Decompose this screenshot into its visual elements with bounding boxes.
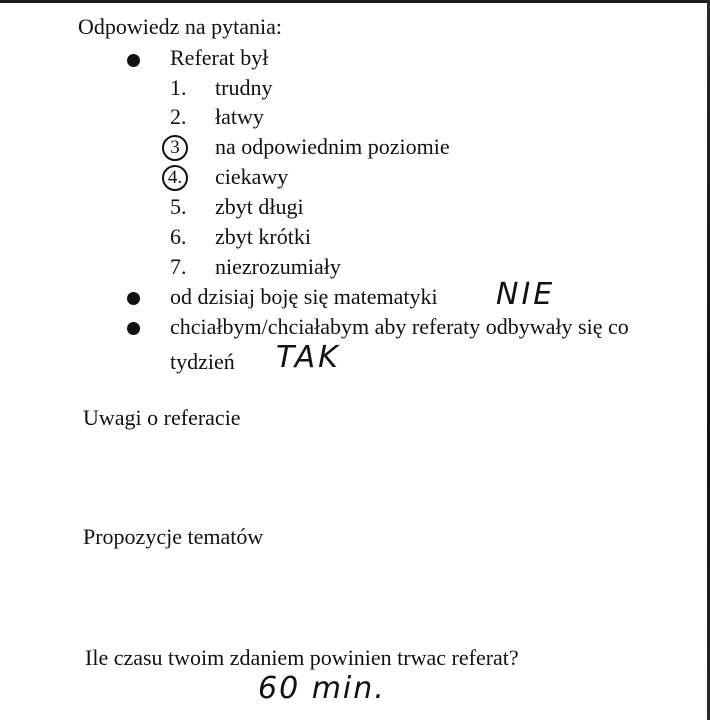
q2-text: od dzisiaj boję się matematyki	[170, 284, 438, 309]
bullet-q3	[127, 322, 140, 335]
remarks-label: Uwagi o referacie	[83, 405, 241, 430]
option-text[interactable]: trudny	[215, 75, 273, 100]
page-top-edge	[0, 0, 710, 3]
option-text[interactable]: zbyt krótki	[215, 224, 311, 249]
form-heading: Odpowiedz na pytania:	[78, 14, 283, 39]
topics-label: Propozycje tematów	[83, 524, 264, 549]
bullet-q1	[127, 54, 140, 67]
duration-handwritten-answer: 60 min.	[258, 671, 386, 706]
bullet-q2	[127, 292, 140, 305]
option-text-selected[interactable]: ciekawy	[215, 164, 289, 189]
option-text[interactable]: zbyt długi	[215, 194, 304, 219]
option-number: 7.	[170, 254, 187, 279]
option-number: 6.	[170, 224, 187, 249]
option-number: 2.	[170, 104, 187, 129]
option-text[interactable]: niezrozumiały	[215, 254, 341, 279]
q3-text-line2: tydzień	[170, 349, 235, 374]
option-text-selected[interactable]: na odpowiednim poziomie	[215, 134, 450, 159]
q3-text-line1: chciałbym/chciałabym aby referaty odbywały się co	[170, 314, 629, 339]
circled-option-number: 4.	[162, 165, 188, 191]
q1-label: Referat był	[170, 45, 269, 70]
q2-handwritten-answer: NIE	[496, 277, 556, 312]
option-number: 1.	[170, 75, 187, 100]
option-text[interactable]: łatwy	[215, 104, 264, 129]
q3-handwritten-answer: TAK	[276, 340, 341, 375]
duration-question: Ile czasu twoim zdaniem powinien trwac referat?	[85, 645, 519, 670]
circled-option-number: 3	[162, 135, 188, 161]
option-number: 5.	[170, 194, 187, 219]
